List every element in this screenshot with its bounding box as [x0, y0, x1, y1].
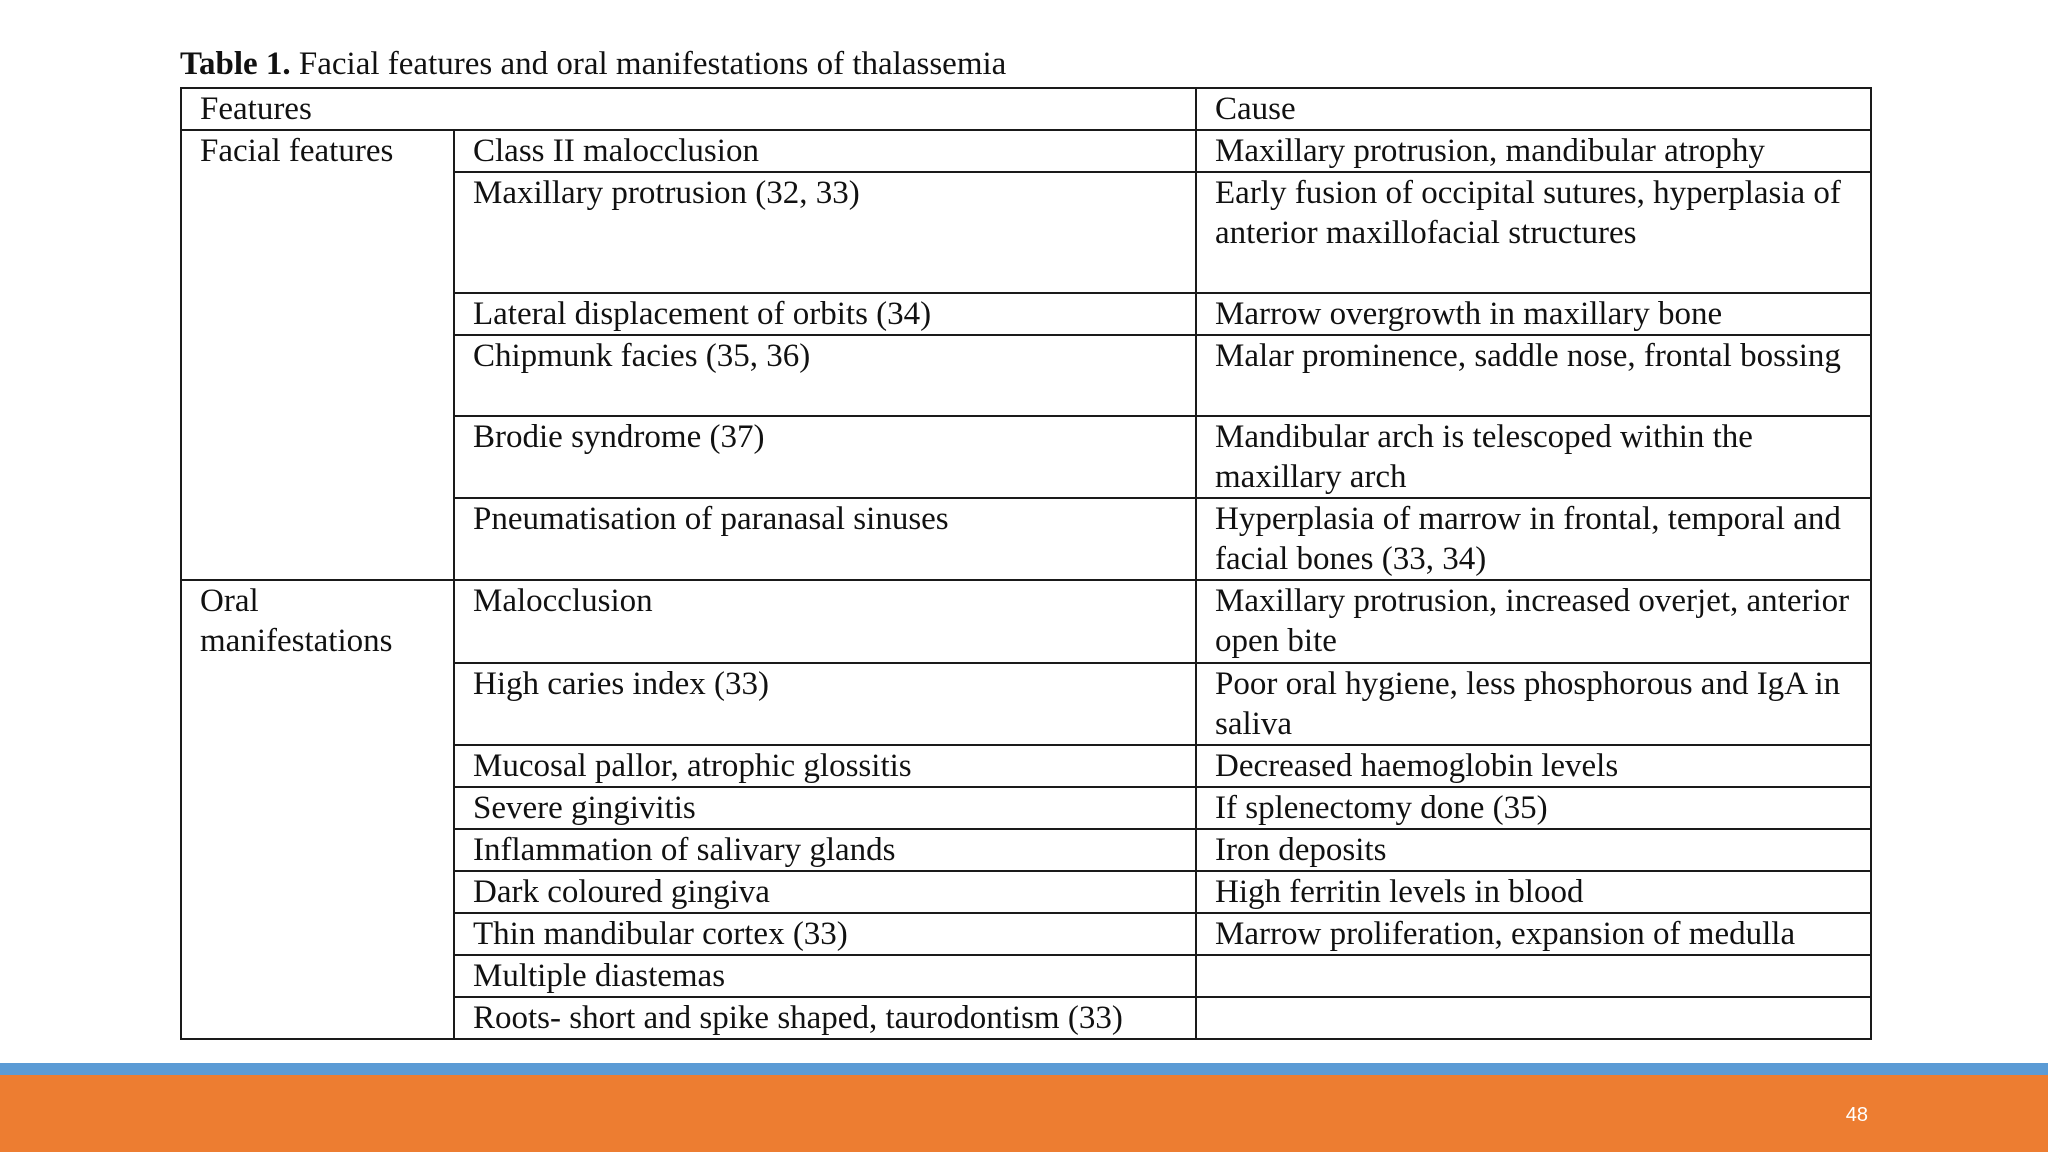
cause-cell: Marrow overgrowth in maxillary bone — [1196, 293, 1871, 335]
feature-cell: Maxillary protrusion (32, 33) — [454, 172, 1196, 293]
feature-cell: Chipmunk facies (35, 36) — [454, 335, 1196, 416]
cause-cell: Iron deposits — [1196, 829, 1871, 871]
cause-cell: Maxillary protrusion, increased overjet, anterior open bite — [1196, 580, 1871, 663]
feature-cell: High caries index (33) — [454, 663, 1196, 745]
cause-cell: Maxillary protrusion, mandibular atrophy — [1196, 130, 1871, 172]
footer-band — [0, 1075, 2048, 1152]
feature-cell: Inflammation of salivary glands — [454, 829, 1196, 871]
feature-cell: Thin mandibular cortex (33) — [454, 913, 1196, 955]
table-row — [181, 130, 1871, 172]
feature-cell: Roots- short and spike shaped, taurodontism (33) — [454, 997, 1196, 1039]
cause-cell: High ferritin levels in blood — [1196, 871, 1871, 913]
cause-cell — [1196, 997, 1871, 1039]
cause-cell: If splenectomy done (35) — [1196, 787, 1871, 829]
category-cell-facial-features: Facial features — [181, 130, 454, 580]
table-header-row — [181, 88, 1871, 130]
feature-cell: Class II malocclusion — [454, 130, 1196, 172]
thalassemia-features-table — [180, 87, 1872, 1040]
cause-cell: Early fusion of occipital sutures, hyperplasia of anterior maxillofacial structures — [1196, 172, 1871, 293]
cause-cell: Malar prominence, saddle nose, frontal bossing — [1196, 335, 1871, 416]
cause-cell: Decreased haemoglobin levels — [1196, 745, 1871, 787]
feature-cell: Malocclusion — [454, 580, 1196, 663]
feature-cell: Lateral displacement of orbits (34) — [454, 293, 1196, 335]
slide-number: 48 — [1845, 1104, 1868, 1126]
feature-cell: Severe gingivitis — [454, 787, 1196, 829]
feature-cell: Pneumatisation of paranasal sinuses — [454, 498, 1196, 580]
feature-cell: Multiple diastemas — [454, 955, 1196, 997]
table-caption-label: Table 1. — [180, 46, 291, 82]
cause-cell — [1196, 955, 1871, 997]
feature-cell: Brodie syndrome (37) — [454, 416, 1196, 498]
cause-cell: Mandibular arch is telescoped within the maxillary arch — [1196, 416, 1871, 498]
footer-accent-stripe — [0, 1063, 2048, 1075]
header-features: Features — [181, 88, 1196, 130]
category-cell-oral-manifestations: Oral manifestations — [181, 580, 454, 1039]
table-row — [181, 580, 1871, 663]
table-figure — [180, 44, 1870, 1040]
feature-cell: Mucosal pallor, atrophic glossitis — [454, 745, 1196, 787]
cause-cell: Hyperplasia of marrow in frontal, temporal and facial bones (33, 34) — [1196, 498, 1871, 580]
table-caption — [180, 44, 1870, 87]
cause-cell: Poor oral hygiene, less phosphorous and IgA in saliva — [1196, 663, 1871, 745]
table-caption-text: Facial features and oral manifestations of thalassemia — [290, 46, 1007, 82]
header-cause: Cause — [1196, 88, 1871, 130]
feature-cell: Dark coloured gingiva — [454, 871, 1196, 913]
cause-cell: Marrow proliferation, expansion of medulla — [1196, 913, 1871, 955]
